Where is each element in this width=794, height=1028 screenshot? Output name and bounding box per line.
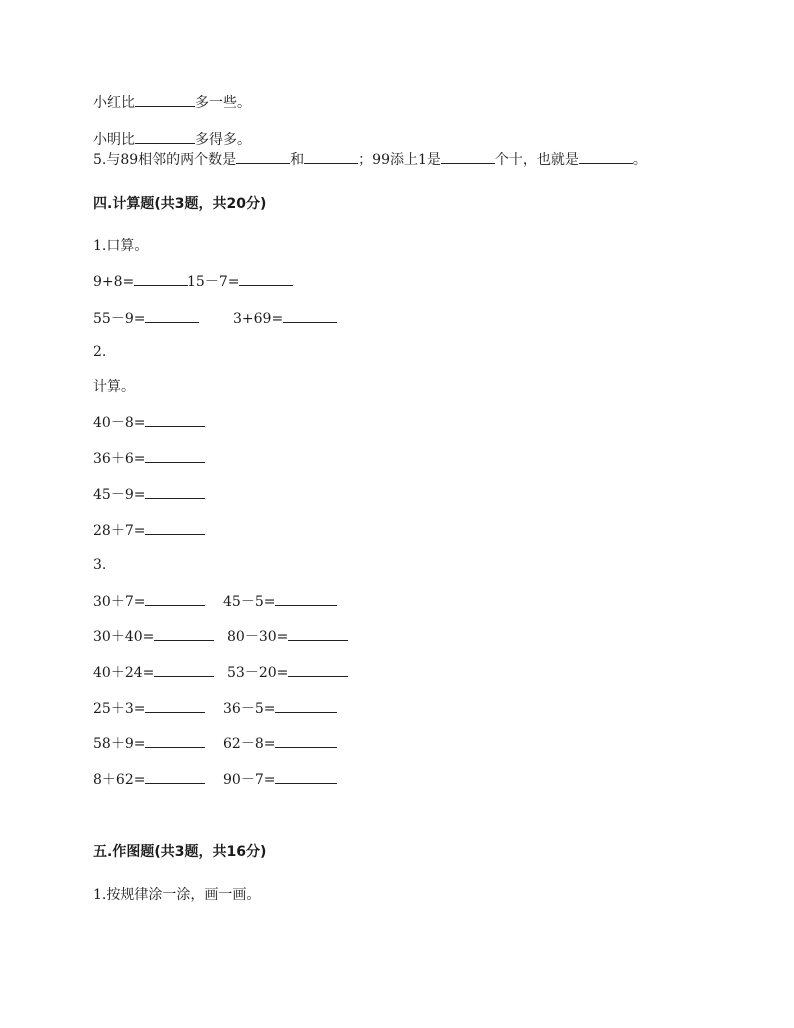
xiaoming-blank[interactable]: [135, 129, 195, 144]
q3-row-2: [93, 626, 289, 647]
answer-blank[interactable]: [134, 271, 188, 286]
q1-label: 1.口算。: [93, 238, 149, 254]
q3-expr: [223, 769, 337, 790]
xiaohong-suffix: 多一些。: [195, 95, 251, 111]
answer-blank[interactable]: [145, 412, 205, 427]
answer-blank[interactable]: [288, 662, 348, 677]
section-5-heading: 五.作图题(共3题，共16分): [93, 844, 267, 860]
answer-blank[interactable]: [288, 626, 348, 641]
q1-expr: [233, 308, 337, 329]
q3-expr: [223, 733, 337, 754]
question-5: [93, 149, 647, 170]
expr-text: 40＋24=: [93, 665, 155, 681]
section-4-heading: 四.计算题(共3题，共20分): [93, 196, 267, 212]
q2-row: [93, 484, 205, 505]
q3-row-3: [93, 662, 289, 683]
q3-expr: [227, 662, 348, 683]
q5-blank-3[interactable]: [441, 149, 495, 164]
expr-text: 8＋62=: [93, 772, 146, 788]
answer-blank[interactable]: [145, 308, 199, 323]
expr-text: 30＋40=: [93, 629, 155, 645]
q1-expr: [93, 308, 199, 329]
answer-blank[interactable]: [145, 733, 205, 748]
expr-text: 53－20=: [227, 665, 289, 681]
q5-part5: 。: [632, 152, 647, 168]
expr-text: 36＋6=: [93, 451, 146, 467]
answer-blank[interactable]: [275, 591, 337, 606]
answer-blank[interactable]: [145, 520, 205, 535]
q1-expr: [187, 271, 293, 292]
answer-blank[interactable]: [283, 308, 337, 323]
expr-text: 90－7=: [223, 772, 276, 788]
expr-text: 3+69=: [233, 311, 284, 327]
q3-expr: [223, 591, 337, 612]
q1-expr: [93, 271, 188, 292]
expr-text: 15－7=: [187, 274, 240, 290]
expr-text: 40－8=: [93, 415, 146, 431]
expr-text: 25＋3=: [93, 701, 146, 717]
answer-blank[interactable]: [239, 271, 293, 286]
q5-part3: ；99添上1是: [358, 152, 441, 168]
expr-text: 9+8=: [93, 274, 135, 290]
answer-blank[interactable]: [145, 448, 205, 463]
xiaohong-blank[interactable]: [135, 92, 195, 107]
expr-text: 36－5=: [223, 701, 276, 717]
q5-blank-4[interactable]: [579, 149, 633, 164]
q1-row-2: [93, 308, 284, 329]
xiaoming-line: [93, 129, 251, 150]
expr-text: 45－5=: [223, 594, 276, 610]
q3-expr: [227, 626, 348, 647]
q3-row-1: [93, 591, 276, 612]
expr-text: 28＋7=: [93, 523, 146, 539]
q5-part4: 个十，也就是: [494, 152, 579, 168]
q2-row: [93, 520, 205, 541]
expr-text: 62－8=: [223, 736, 276, 752]
answer-blank[interactable]: [154, 662, 214, 677]
xiaoming-prefix: 小明比: [93, 132, 135, 148]
xiaohong-prefix: 小红比: [93, 95, 135, 111]
xiaoming-suffix: 多得多。: [195, 132, 251, 148]
answer-blank[interactable]: [275, 733, 337, 748]
answer-blank[interactable]: [275, 769, 337, 784]
answer-blank[interactable]: [145, 698, 205, 713]
q5-blank-2[interactable]: [304, 149, 358, 164]
xiaohong-line: [93, 92, 251, 113]
q2-row: [93, 448, 205, 469]
q5-part2: 和: [290, 152, 305, 168]
answer-blank[interactable]: [145, 769, 205, 784]
q2-row: [93, 412, 205, 433]
answer-blank[interactable]: [145, 484, 205, 499]
q3-expr: [223, 698, 337, 719]
q2-label: 2.: [93, 344, 107, 360]
expr-text: 30＋7=: [93, 594, 146, 610]
section-5-q1-label: 1.按规律涂一涂，画一画。: [93, 887, 261, 903]
expr-text: 58＋9=: [93, 736, 146, 752]
q1-row-1: [93, 271, 240, 292]
q3-row-4: [93, 698, 276, 719]
q3-row-5: [93, 733, 276, 754]
q3-label: 3.: [93, 557, 107, 573]
expr-text: 80－30=: [227, 629, 289, 645]
q3-row-6: [93, 769, 276, 790]
q5-blank-1[interactable]: [236, 149, 290, 164]
q2-instruction: 计算。: [93, 379, 135, 395]
expr-text: 45－9=: [93, 487, 146, 503]
q5-part1: 5.与89相邻的两个数是: [93, 152, 237, 168]
expr-text: 55－9=: [93, 311, 146, 327]
answer-blank[interactable]: [145, 591, 205, 606]
answer-blank[interactable]: [275, 698, 337, 713]
answer-blank[interactable]: [154, 626, 214, 641]
